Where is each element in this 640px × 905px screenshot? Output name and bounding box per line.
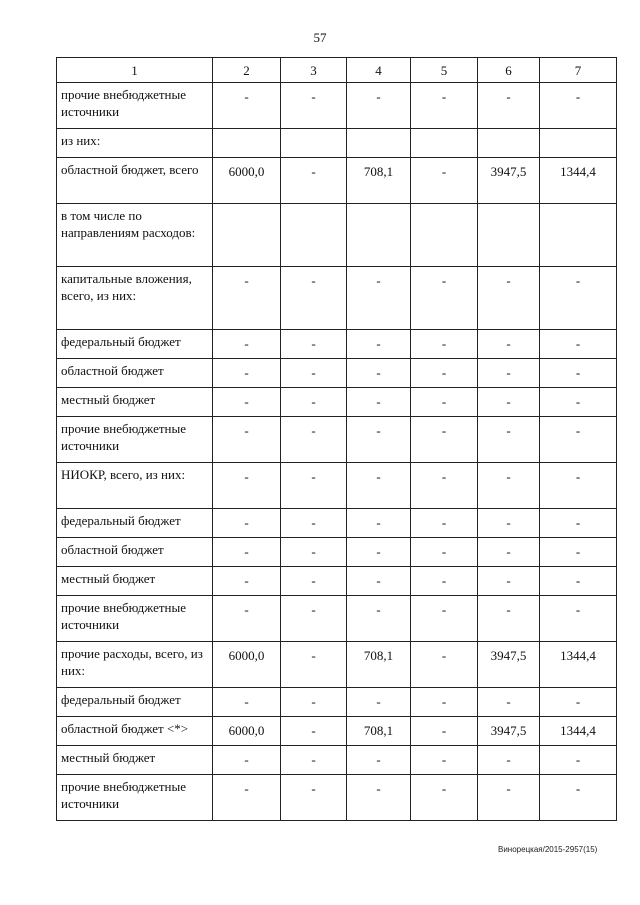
table-row [57, 642, 617, 688]
table-cell: - [213, 596, 281, 642]
row-label: из них: [57, 129, 213, 158]
table-row [57, 463, 617, 509]
table-cell: - [347, 359, 411, 388]
column-header: 2 [213, 58, 281, 83]
table-cell: - [411, 642, 478, 688]
table-cell: - [347, 746, 411, 775]
table-cell: 708,1 [347, 158, 411, 204]
budget-table [56, 57, 617, 821]
table-cell: - [411, 417, 478, 463]
table-cell [411, 204, 478, 267]
table-cell: - [347, 463, 411, 509]
table-cell: 6000,0 [213, 158, 281, 204]
table-cell: - [347, 417, 411, 463]
table-cell: - [540, 359, 617, 388]
table-cell [213, 204, 281, 267]
table-cell: - [478, 775, 540, 821]
table-cell: - [411, 775, 478, 821]
table-cell: - [281, 746, 347, 775]
table-cell: - [540, 538, 617, 567]
table-cell: - [478, 388, 540, 417]
column-header: 7 [540, 58, 617, 83]
table-cell [540, 204, 617, 267]
table-row [57, 359, 617, 388]
table-cell: - [478, 463, 540, 509]
table-cell: - [281, 509, 347, 538]
table-cell: - [281, 83, 347, 129]
table-cell: 1344,4 [540, 717, 617, 746]
table-cell: - [347, 509, 411, 538]
table-cell: - [347, 538, 411, 567]
table-cell: - [213, 775, 281, 821]
table-cell: - [411, 717, 478, 746]
table-cell: - [478, 688, 540, 717]
table-row [57, 417, 617, 463]
table-cell: - [540, 596, 617, 642]
table-row [57, 129, 617, 158]
table-cell: - [478, 417, 540, 463]
table-header-row [57, 58, 617, 83]
table-cell: - [213, 688, 281, 717]
table-cell: - [540, 775, 617, 821]
table-cell: - [347, 688, 411, 717]
row-label: капитальные вложения, всего, из них: [57, 267, 213, 330]
table-cell: - [411, 746, 478, 775]
row-label: НИОКР, всего, из них: [57, 463, 213, 509]
row-label: областной бюджет <*> [57, 717, 213, 746]
row-label: местный бюджет [57, 388, 213, 417]
table-cell: - [411, 267, 478, 330]
table-cell: - [347, 775, 411, 821]
table-cell: - [213, 388, 281, 417]
row-label: прочие расходы, всего, из них: [57, 642, 213, 688]
table-cell: - [540, 463, 617, 509]
table-cell: - [411, 158, 478, 204]
table-cell: - [478, 359, 540, 388]
row-label: областной бюджет [57, 538, 213, 567]
row-label: прочие внебюджетные источники [57, 83, 213, 129]
table-cell: - [411, 509, 478, 538]
table-cell [540, 129, 617, 158]
table-row [57, 83, 617, 129]
row-label: местный бюджет [57, 567, 213, 596]
page-number: 57 [313, 30, 327, 45]
table-cell: - [411, 567, 478, 596]
table-cell: - [540, 330, 617, 359]
table-cell: - [478, 509, 540, 538]
table-cell: - [281, 417, 347, 463]
table-cell: - [213, 83, 281, 129]
table-cell: - [213, 267, 281, 330]
table-cell: - [347, 330, 411, 359]
table-cell: - [540, 509, 617, 538]
table-row [57, 204, 617, 267]
table-cell: - [411, 388, 478, 417]
table-cell: - [281, 775, 347, 821]
table-cell: 3947,5 [478, 642, 540, 688]
table-cell: 3947,5 [478, 717, 540, 746]
table-cell: - [478, 538, 540, 567]
table-cell [411, 129, 478, 158]
table-cell: - [213, 463, 281, 509]
table-cell: - [281, 642, 347, 688]
row-label: областной бюджет [57, 359, 213, 388]
table-row [57, 538, 617, 567]
row-label: в том числе по направлениям расходов: [57, 204, 213, 267]
table-cell: - [411, 83, 478, 129]
table-cell [281, 129, 347, 158]
table-cell: - [281, 567, 347, 596]
table-cell [347, 129, 411, 158]
row-label: федеральный бюджет [57, 509, 213, 538]
table-cell: - [281, 688, 347, 717]
table-row [57, 509, 617, 538]
table-cell: - [411, 359, 478, 388]
table-cell: - [213, 417, 281, 463]
table-cell: 708,1 [347, 642, 411, 688]
table-cell: - [478, 267, 540, 330]
table-cell: - [540, 746, 617, 775]
table-row [57, 567, 617, 596]
table-cell: - [213, 359, 281, 388]
table-cell: 1344,4 [540, 642, 617, 688]
table-cell: - [347, 567, 411, 596]
table-row [57, 717, 617, 746]
table-cell [213, 129, 281, 158]
table-row [57, 775, 617, 821]
table-cell: - [411, 330, 478, 359]
document-code: Винорецкая/2015-2957(15) [498, 845, 598, 854]
row-label: местный бюджет [57, 746, 213, 775]
table-cell: 708,1 [347, 717, 411, 746]
table-cell [478, 129, 540, 158]
table-cell: - [478, 596, 540, 642]
table-cell: - [540, 267, 617, 330]
row-label: федеральный бюджет [57, 330, 213, 359]
table-cell: - [347, 596, 411, 642]
table-cell: - [347, 388, 411, 417]
table-cell: 6000,0 [213, 717, 281, 746]
table-row [57, 688, 617, 717]
table-row [57, 746, 617, 775]
row-label: федеральный бюджет [57, 688, 213, 717]
table-cell: - [540, 388, 617, 417]
table-cell: - [213, 538, 281, 567]
row-label: прочие внебюджетные источники [57, 596, 213, 642]
table-cell: - [478, 83, 540, 129]
column-header: 4 [347, 58, 411, 83]
table-cell: - [281, 717, 347, 746]
table-cell: - [478, 746, 540, 775]
row-label: прочие внебюджетные источники [57, 775, 213, 821]
table-cell: - [281, 596, 347, 642]
table-row [57, 596, 617, 642]
table-cell: - [411, 596, 478, 642]
table-cell: - [213, 746, 281, 775]
column-header: 6 [478, 58, 540, 83]
table-cell: - [411, 688, 478, 717]
table-cell: - [281, 388, 347, 417]
table-cell: 1344,4 [540, 158, 617, 204]
table-cell: - [281, 267, 347, 330]
table-cell: - [540, 567, 617, 596]
table-cell: - [540, 83, 617, 129]
table-body [57, 83, 617, 821]
table-row [57, 388, 617, 417]
table-row [57, 158, 617, 204]
table-cell: - [411, 463, 478, 509]
table-cell: - [478, 330, 540, 359]
table-cell [281, 204, 347, 267]
table-cell: - [213, 509, 281, 538]
table-row [57, 267, 617, 330]
table-cell: - [478, 567, 540, 596]
table-cell: - [347, 83, 411, 129]
table-cell: - [281, 330, 347, 359]
column-header: 5 [411, 58, 478, 83]
table-cell: - [411, 538, 478, 567]
table-cell: - [281, 359, 347, 388]
table-cell: 6000,0 [213, 642, 281, 688]
table-cell: - [213, 567, 281, 596]
table-cell: - [281, 463, 347, 509]
column-header: 3 [281, 58, 347, 83]
row-label: прочие внебюджетные источники [57, 417, 213, 463]
table-cell: - [281, 538, 347, 567]
table-cell: - [540, 688, 617, 717]
table-row [57, 330, 617, 359]
table-cell [347, 204, 411, 267]
row-label: областной бюджет, всего [57, 158, 213, 204]
table-cell: - [347, 267, 411, 330]
table-cell [478, 204, 540, 267]
table-cell: - [213, 330, 281, 359]
table-cell: - [540, 417, 617, 463]
table-cell: 3947,5 [478, 158, 540, 204]
table-cell: - [281, 158, 347, 204]
column-header: 1 [57, 58, 213, 83]
